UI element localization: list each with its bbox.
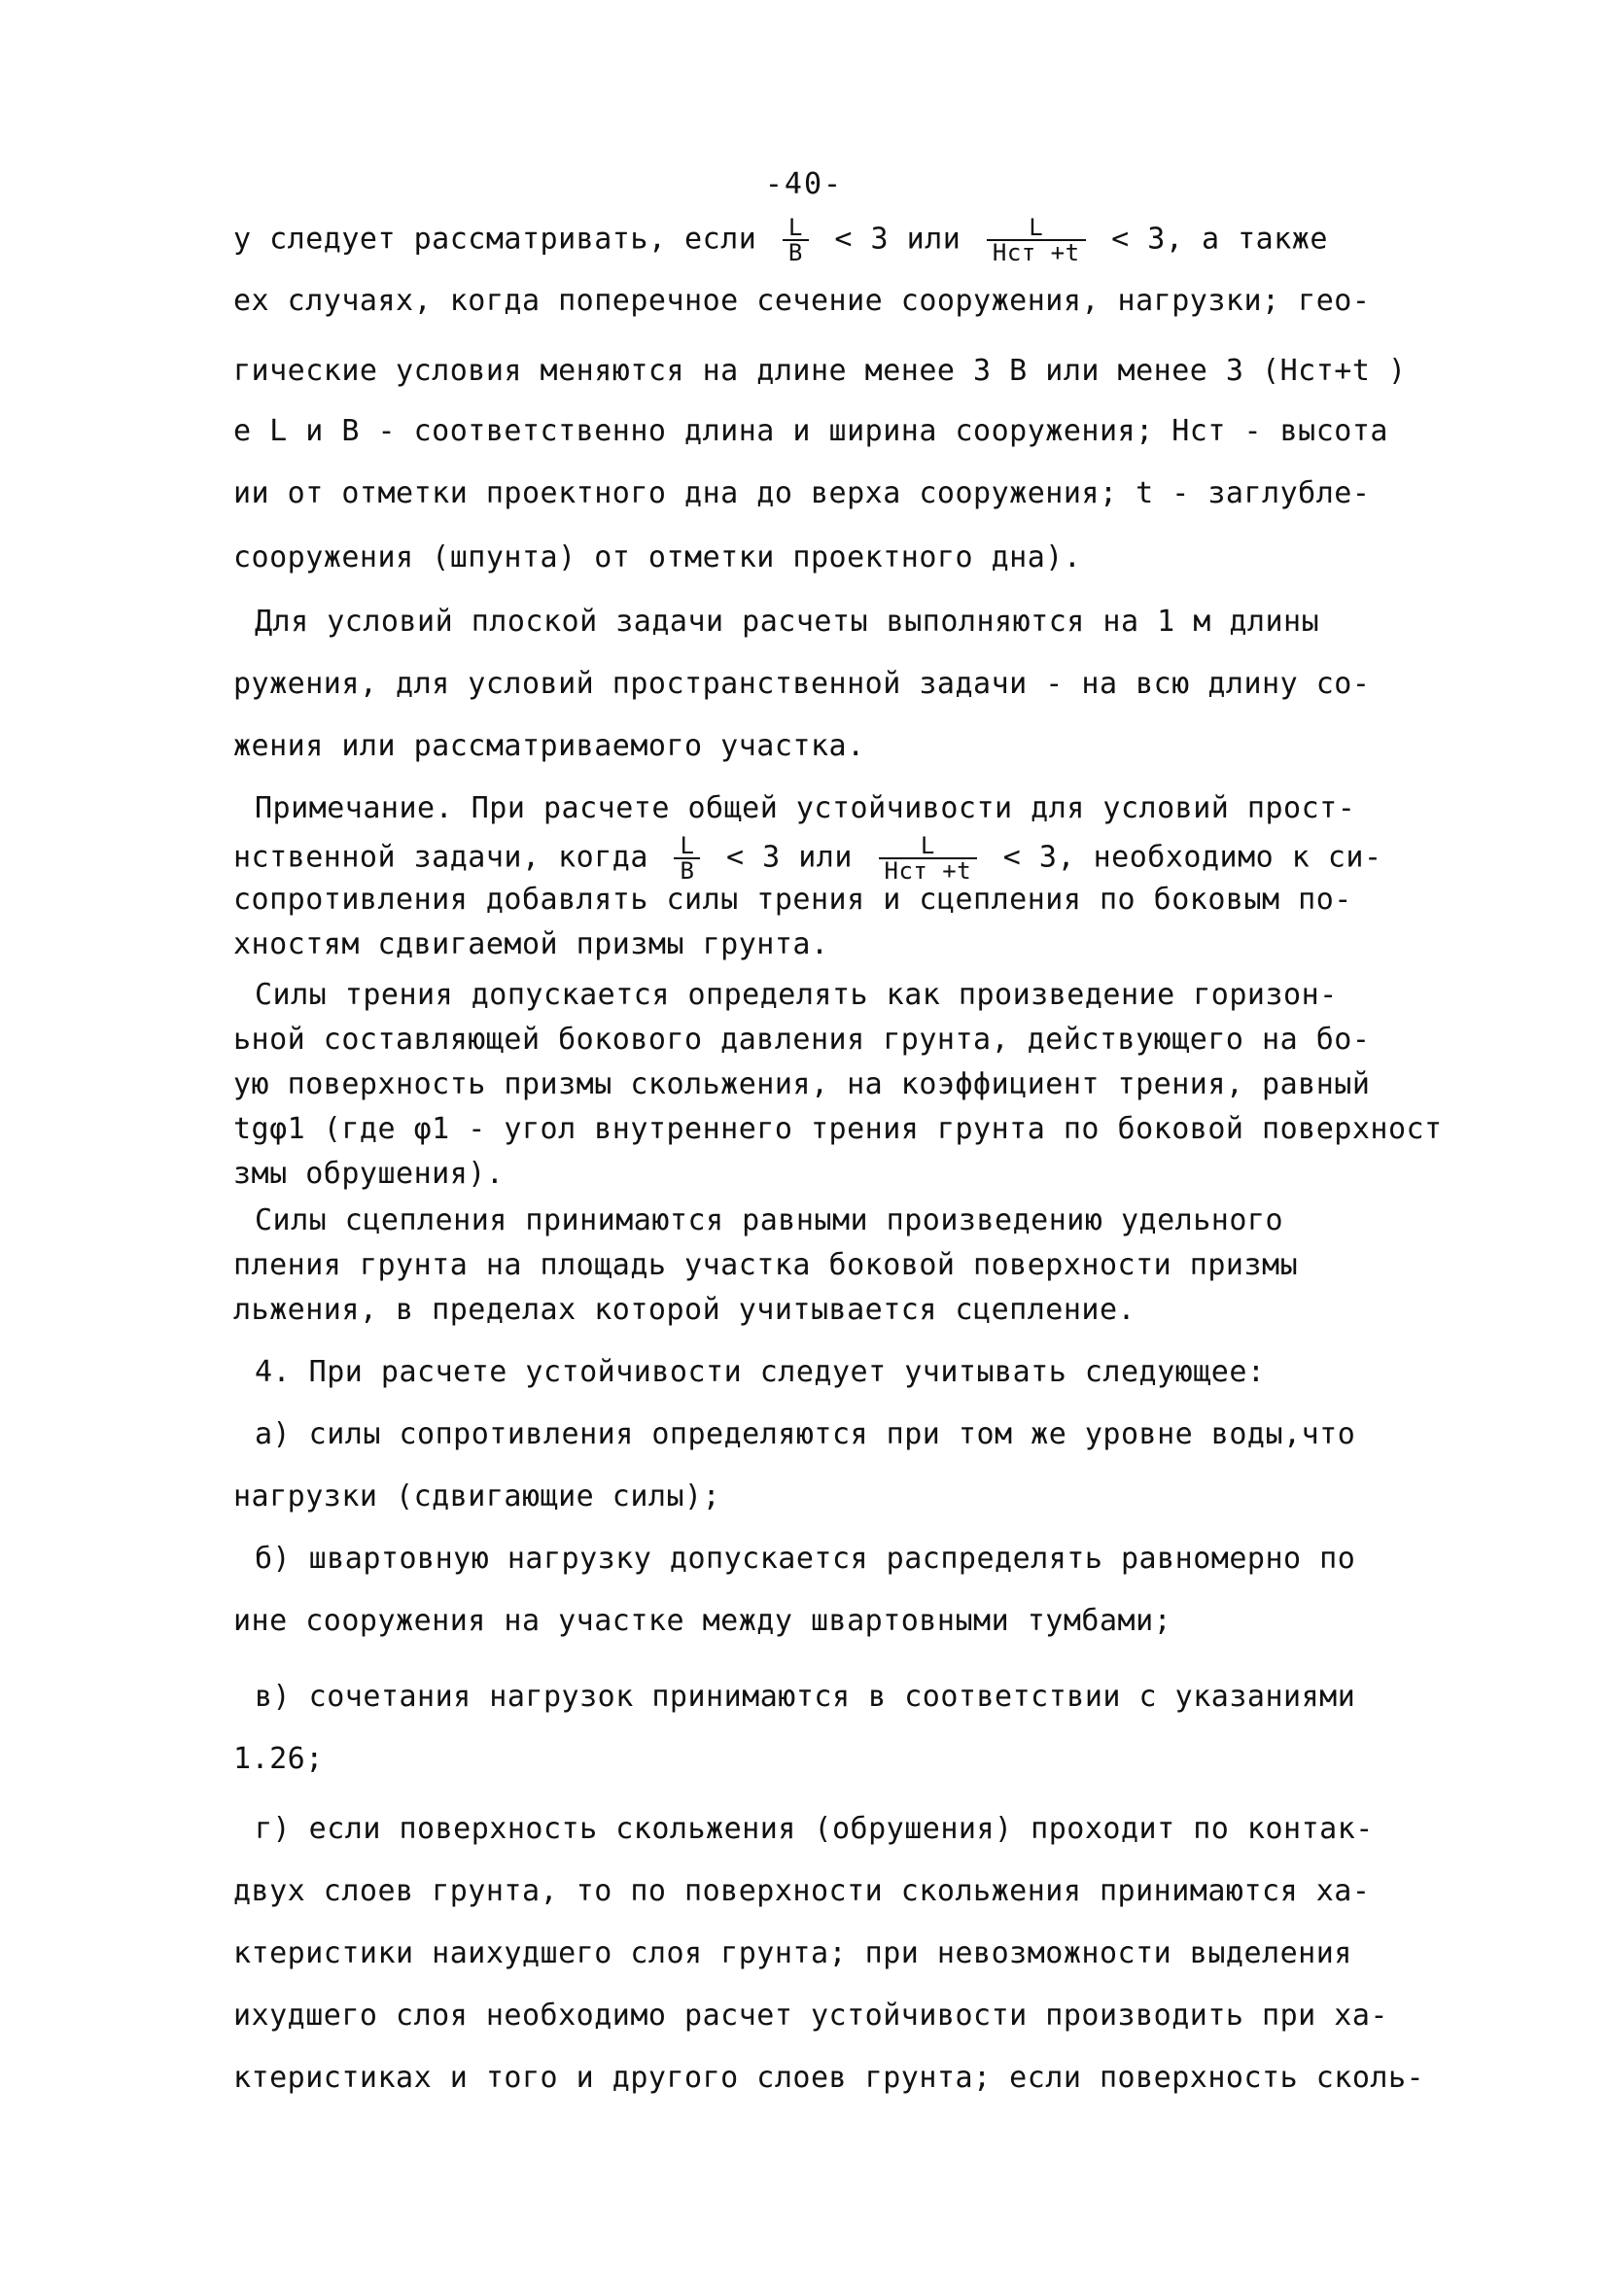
text-line: сооружения (шпунта) от отметки проектного дна). xyxy=(233,540,1082,574)
fraction xyxy=(674,834,700,883)
text-line: Для условий плоской задачи расчеты выполняются на 1 м длины xyxy=(255,605,1320,639)
fraction-numerator: L xyxy=(987,216,1086,241)
text-line: двух слоев грунта, то по поверхности скольжения принимаются ха- xyxy=(233,1874,1371,1908)
text-line: 1.26; xyxy=(233,1742,324,1776)
text-line: змы обрушения). xyxy=(233,1157,505,1191)
text-line: в) сочетания нагрузок принимаются в соответствии с указаниями xyxy=(255,1680,1356,1714)
text-line xyxy=(233,834,1382,883)
text-line xyxy=(233,216,1328,264)
text-line: пления грунта на площадь участка боковой поверхности призмы xyxy=(233,1248,1299,1282)
text-segment: < 3, необходимо к си- xyxy=(1002,840,1382,875)
text-line: б) швартовную нагрузку допускается распределять равномерно по xyxy=(255,1542,1356,1576)
text-line: ктеристиках и того и другого слоев грунта; если поверхность сколь- xyxy=(233,2061,1425,2095)
text-line: tgφ1 (где φ1 - угол внутреннего трения грунта по боковой поверхност xyxy=(233,1112,1443,1146)
text-segment: < 3 или xyxy=(726,840,853,875)
text-line: гические условия меняются на длине менее 3 B или менее 3 (Hст+t ) xyxy=(233,354,1407,388)
text-line: ружения, для условий пространственной задачи - на всю длину со- xyxy=(233,667,1371,701)
text-line: г) если поверхность скольжения (обрушения) проходит по контак- xyxy=(255,1812,1374,1846)
text-segment: нственной задачи, когда xyxy=(233,840,648,875)
page-number: -40- xyxy=(764,167,844,201)
text-line: Силы трения допускается определять как произведение горизон- xyxy=(255,978,1338,1012)
text-line: Силы сцепления принимаются равными произведению удельного xyxy=(255,1203,1284,1237)
text-line: хностям сдвигаемой призмы грунта. xyxy=(233,927,829,961)
fraction-numerator: L xyxy=(674,834,700,859)
text-line: а) силы сопротивления определяются при том же уровне воды,что xyxy=(255,1417,1356,1451)
text-line: ую поверхность призмы скольжения, на коэффициент трения, равный xyxy=(233,1067,1371,1101)
text-line: ех случаях, когда поперечное сечение сооружения, нагрузки; гео- xyxy=(233,284,1371,318)
text-line: ктеристики наихудшего слоя грунта; при невозможности выделения xyxy=(233,1936,1352,1970)
text-segment: < 3, а также xyxy=(1111,222,1328,257)
fraction xyxy=(987,216,1086,264)
fraction-denominator: Hст +t xyxy=(884,857,972,885)
fraction-numerator: L xyxy=(879,834,978,859)
text-line: 4. При расчете устойчивости следует учитывать следующее: xyxy=(255,1355,1266,1389)
text-line: ине сооружения на участке между швартовными тумбами; xyxy=(233,1604,1172,1638)
text-line: ихудшего слоя необходимо расчет устойчивости производить при ха- xyxy=(233,1999,1388,2033)
text-line: ии от отметки проектного дна до верха сооружения; t - заглубле- xyxy=(233,476,1371,510)
text-line: Примечание. При расчете общей устойчивости для условий прост- xyxy=(255,791,1356,825)
fraction-denominator: B xyxy=(680,857,695,885)
text-line: сопротивления добавлять силы трения и сцепления по боковым по- xyxy=(233,883,1352,917)
text-segment: у следует рассматривать, если xyxy=(233,222,757,257)
fraction-denominator: B xyxy=(787,239,803,266)
fraction xyxy=(783,216,809,264)
text-line: ьной составляющей бокового давления грунта, действующего на бо- xyxy=(233,1023,1371,1057)
text-segment: < 3 или xyxy=(834,222,961,257)
fraction-denominator: Hст +t xyxy=(992,239,1080,266)
fraction-numerator: L xyxy=(783,216,809,241)
text-line: е L и B - соответственно длина и ширина сооружения; Hст - высота xyxy=(233,414,1388,448)
fraction xyxy=(879,834,978,883)
text-line: нагрузки (сдвигающие силы); xyxy=(233,1479,721,1513)
text-line: жения или рассматриваемого участка. xyxy=(233,729,865,763)
text-line: льжения, в пределах которой учитывается сцепление. xyxy=(233,1293,1136,1327)
